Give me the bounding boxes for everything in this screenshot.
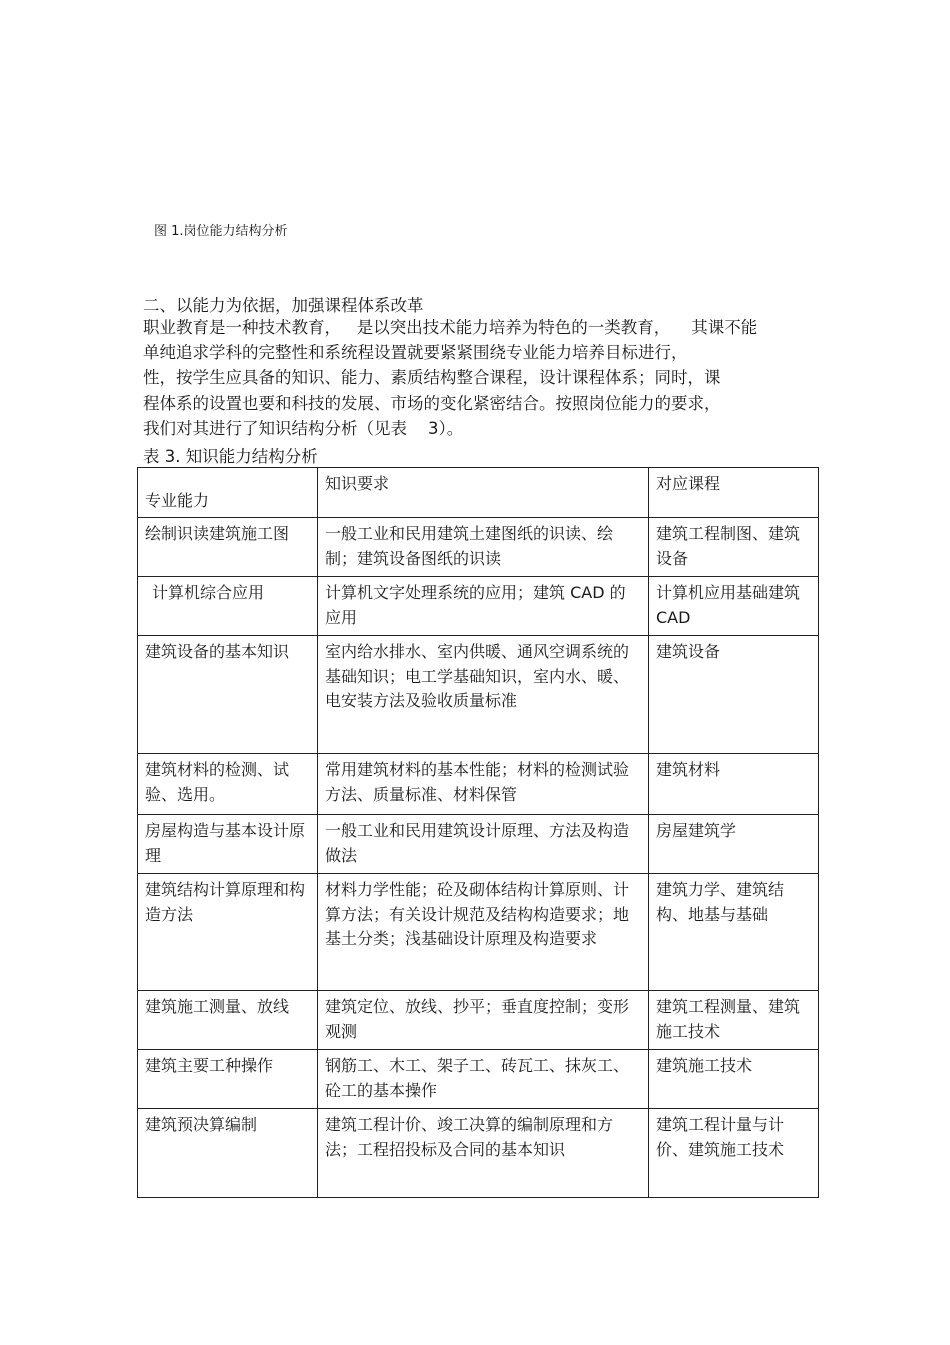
cell-ability: 建筑预决算编制 (138, 1109, 318, 1198)
header-cell-ability: 专业能力 (138, 468, 318, 518)
cell-knowledge: 常用建筑材料的基本性能；材料的检测试验方法、质量标准、材料保管 (318, 754, 649, 815)
table-title: 表 3. 知识能力结构分析 (143, 447, 318, 466)
cell-course: 建筑施工技术 (649, 1050, 819, 1109)
paragraph-line: 我们对其进行了知识结构分析（见表 3）。 (143, 419, 464, 438)
cell-knowledge: 建筑工程计价、竣工决算的编制原理和方法；工程招投标及合同的基本知识 (318, 1109, 649, 1198)
table-row (138, 754, 819, 815)
header-cell-knowledge: 知识要求 (318, 468, 649, 518)
cell-course: 建筑力学、建筑结构、地基与基础 (649, 874, 819, 991)
paragraph-line: 性，按学生应具备的知识、能力、素质结构整合课程，设计课程体系；同时，课 (143, 368, 721, 387)
table-row (138, 874, 819, 991)
cell-ability: 计算机综合应用 (138, 577, 318, 636)
cell-course: 建筑材料 (649, 754, 819, 815)
table-row (138, 518, 819, 577)
cell-course: 建筑工程计量与计价、建筑施工技术 (649, 1109, 819, 1198)
cell-ability: 建筑施工测量、放线 (138, 991, 318, 1050)
table-row (138, 1050, 819, 1109)
cell-course: 建筑设备 (649, 636, 819, 754)
cell-knowledge: 室内给水排水、室内供暖、通风空调系统的基础知识；电工学基础知识，室内水、暖、电安装方法及验收质量标准 (318, 636, 649, 754)
cell-knowledge: 一般工业和民用建筑设计原理、方法及构造做法 (318, 815, 649, 874)
knowledge-ability-table (137, 467, 819, 1198)
cell-course: 建筑工程测量、建筑施工技术 (649, 991, 819, 1050)
paragraph-line: 职业教育是一种技术教育， 是以突出技术能力培养为特色的一类教育， 其课不能 (143, 318, 758, 337)
cell-ability: 建筑主要工种操作 (138, 1050, 318, 1109)
cell-course: 建筑工程制图、建筑设备 (649, 518, 819, 577)
figure-caption: 图 1.岗位能力结构分析 (154, 224, 288, 239)
cell-knowledge: 建筑定位、放线、抄平；垂直度控制；变形观测 (318, 991, 649, 1050)
table-row (138, 636, 819, 754)
header-cell-course: 对应课程 (649, 468, 819, 518)
table-row (138, 577, 819, 636)
table-row (138, 815, 819, 874)
paragraph-line: 单纯追求学科的完整性和系统程设置就要紧紧围绕专业能力培养目标进行， (143, 343, 688, 362)
cell-course: 计算机应用基础建筑 CAD (649, 577, 819, 636)
cell-ability: 绘制识读建筑施工图 (138, 518, 318, 577)
cell-ability: 建筑设备的基本知识 (138, 636, 318, 754)
cell-knowledge: 材料力学性能；砼及砌体结构计算原则、计算方法；有关设计规范及结构构造要求；地基土分类；浅基础设计原理及构造要求 (318, 874, 649, 991)
cell-ability: 建筑材料的检测、试验、选用。 (138, 754, 318, 815)
cell-ability: 房屋构造与基本设计原理 (138, 815, 318, 874)
cell-ability: 建筑结构计算原理和构造方法 (138, 874, 318, 991)
cell-knowledge: 一般工业和民用建筑土建图纸的识读、绘制；建筑设备图纸的识读 (318, 518, 649, 577)
table-row (138, 1109, 819, 1198)
table-row (138, 991, 819, 1050)
cell-knowledge: 钢筋工、木工、架子工、砖瓦工、抹灰工、砼工的基本操作 (318, 1050, 649, 1109)
paragraph-line: 程体系的设置也要和科技的发展、市场的变化紧密结合。按照岗位能力的要求， (143, 394, 721, 413)
table-header-row (138, 468, 819, 518)
section-heading: 二、以能力为依据，加强课程体系改革 (143, 296, 424, 315)
cell-course: 房屋建筑学 (649, 815, 819, 874)
cell-knowledge: 计算机文字处理系统的应用；建筑 CAD 的应用 (318, 577, 649, 636)
